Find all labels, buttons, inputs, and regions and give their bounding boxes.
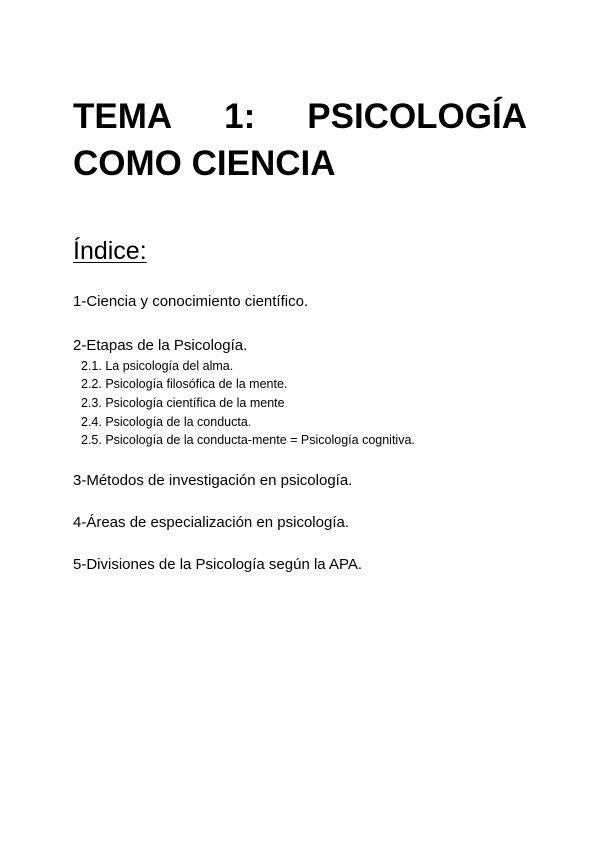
toc-subitem-2-2: 2.2. Psicología filosófica de la mente. [81, 377, 288, 391]
toc-subitem-2-5: 2.5. Psicología de la conducta-mente = Psicología cognitiva. [81, 433, 415, 447]
title-line-2: COMO CIENCIA [73, 144, 336, 183]
toc-item-5: 5-Divisiones de la Psicología según la APA. [73, 556, 363, 573]
title-line-1 [73, 93, 527, 140]
toc-subitem-2-1: 2.1. La psicología del alma. [81, 359, 234, 373]
toc-subitem-2-3: 2.3. Psicología científica de la mente [81, 396, 285, 410]
toc-item-1: 1-Ciencia y conocimiento científico. [73, 293, 309, 310]
toc-item-3: 3-Métodos de investigación en psicología. [73, 472, 353, 489]
page-title [73, 93, 527, 187]
title-word-number: 1: [224, 97, 256, 136]
index-heading: Índice: [73, 237, 147, 265]
title-word-tema: TEMA [73, 97, 173, 136]
toc-subitem-2-4: 2.4. Psicología de la conducta. [81, 415, 252, 429]
title-word-psicologia: PSICOLOGÍA [307, 97, 527, 136]
toc-item-2: 2-Etapas de la Psicología. [73, 337, 248, 354]
toc-item-4: 4-Áreas de especialización en psicología. [73, 514, 349, 531]
